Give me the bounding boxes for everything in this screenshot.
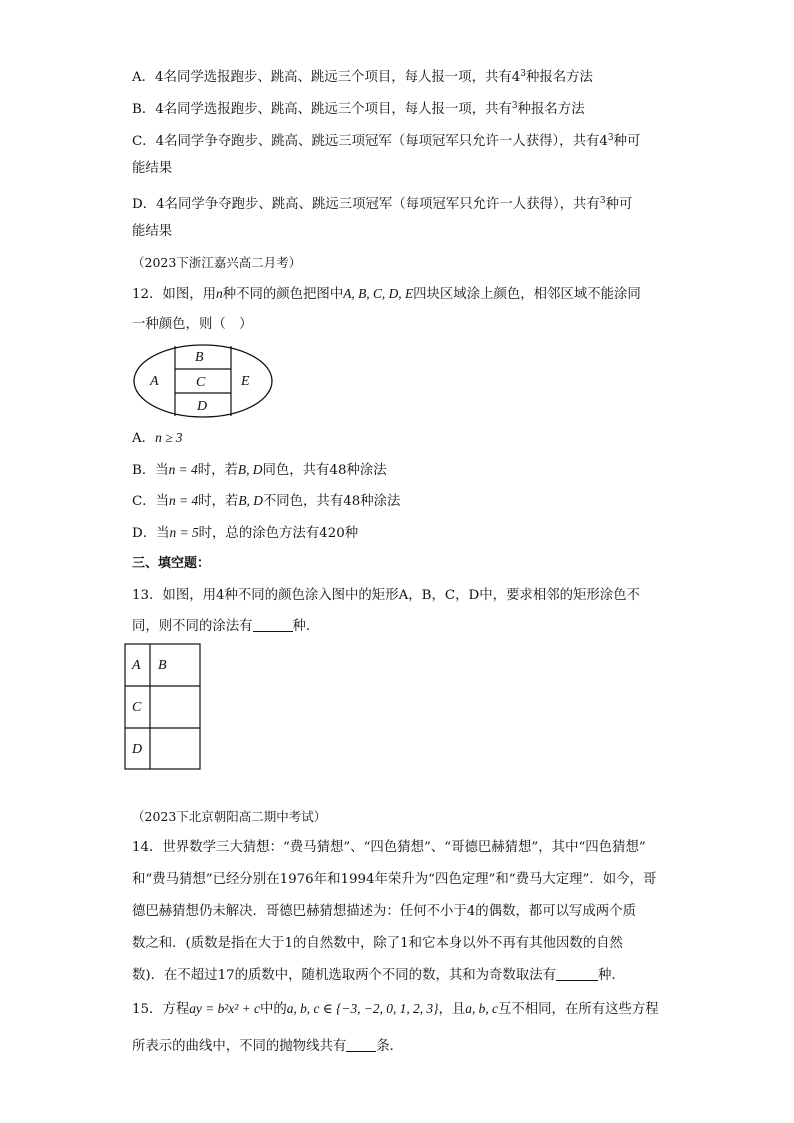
q14-stem-line1: 14．世界数学三大猜想：“费马猜想”、“四色猜想”、“哥德巴赫猜想”，其中“四色猜想” — [132, 840, 646, 855]
q12-region-figure — [132, 342, 274, 420]
q12-label-b: B — [195, 350, 204, 365]
q12-label-c: C — [196, 375, 206, 390]
q12-option-c: C．当n = 4时，若B, D不同色，共有48种涂法 — [132, 493, 401, 509]
q15-answer-blank[interactable] — [346, 1037, 376, 1052]
q13-stem-line1: 13．如图，用4种不同的颜色涂入图中的矩形A，B，C，D中，要求相邻的矩形涂色不 — [132, 588, 640, 603]
q11-option-d-line2: 能结果 — [132, 224, 173, 239]
q13-stem-line2: 同，则不同的涂法有 种. — [132, 619, 311, 634]
q12-stem-line2: 一种颜色，则（ ） — [132, 317, 253, 332]
q12-option-d: D．当n = 5时，总的涂色方法有420种 — [132, 525, 359, 541]
q11-option-d-line1: D．4名同学争夺跑步、跳高、跳远三项冠军（每项冠军只允许一人获得），共有$^3$种可 — [132, 196, 633, 212]
q12-label-a: A — [150, 374, 159, 389]
q11-option-c-line1: C．4名同学争夺跑步、跳高、跳远三项冠军（每项冠军只允许一人获得），共有$4^3$种可 — [132, 133, 641, 149]
q11-option-b: B．4名同学选报跑步、跳高、跳远三个项目，每人报一项，共有$^3$种报名方法 — [132, 101, 585, 117]
q14-stem-line5: 数)．在不超过17的质数中，随机选取两个不同的数，其和为奇数取法有 种． — [132, 968, 625, 983]
q15-stem-line1: 15．方程ay = b²x² + c中的a, b, c ∈ {−3, −2, 0, 1, 2, 3}，且a, b, c互不相同，在所有这些方程 — [132, 1001, 659, 1017]
section-fill-in-title: 三、填空题： — [132, 556, 211, 571]
q13-cell-b: B — [158, 658, 167, 673]
q12-label-d: D — [197, 399, 208, 414]
q14-source: （2023下北京朝阳高二期中考试） — [132, 809, 327, 824]
q13-cell-c: C — [132, 700, 142, 715]
q11-option-a: A．4名同学选报跑步、跳高、跳远三个项目，每人报一项，共有$4^3$种报名方法 — [132, 69, 593, 85]
q12-source: （2023下浙江嘉兴高二月考） — [132, 255, 302, 270]
q11-option-c-line2: 能结果 — [132, 161, 173, 176]
q12-label-e: E — [241, 374, 250, 389]
q15-stem-line2: 所表示的曲线中，不同的抛物线共有 条． — [132, 1039, 404, 1054]
q14-answer-blank[interactable] — [556, 966, 598, 981]
q12-option-b: B．当n = 4时，若B, D同色，共有48种涂法 — [132, 462, 387, 478]
q14-stem-line3: 德巴赫猜想仍未解决．哥德巴赫猜想描述为：任何不小于4的偶数，都可以写成两个质 — [132, 904, 636, 919]
q13-grid-figure — [124, 643, 202, 771]
q12-option-a: A．n ≥ 3 — [132, 430, 183, 446]
q13-cell-a: A — [132, 658, 141, 673]
q13-cell-d: D — [132, 742, 143, 757]
q13-answer-blank[interactable] — [253, 617, 293, 632]
q14-stem-line4: 数之和．(质数是指在大于1的自然数中，除了1和它本身以外不再有其他因数的自然 — [132, 936, 623, 951]
q12-stem-line1: 12．如图，用n种不同的颜色把图中A, B, C, D, E四块区域涂上颜色，相邻区域不能涂同 — [132, 286, 641, 302]
q14-stem-line2: 和“费马猜想”已经分别在1976年和1994年荣升为“四色定理”和“费马大定理”．如今，哥 — [132, 872, 657, 887]
